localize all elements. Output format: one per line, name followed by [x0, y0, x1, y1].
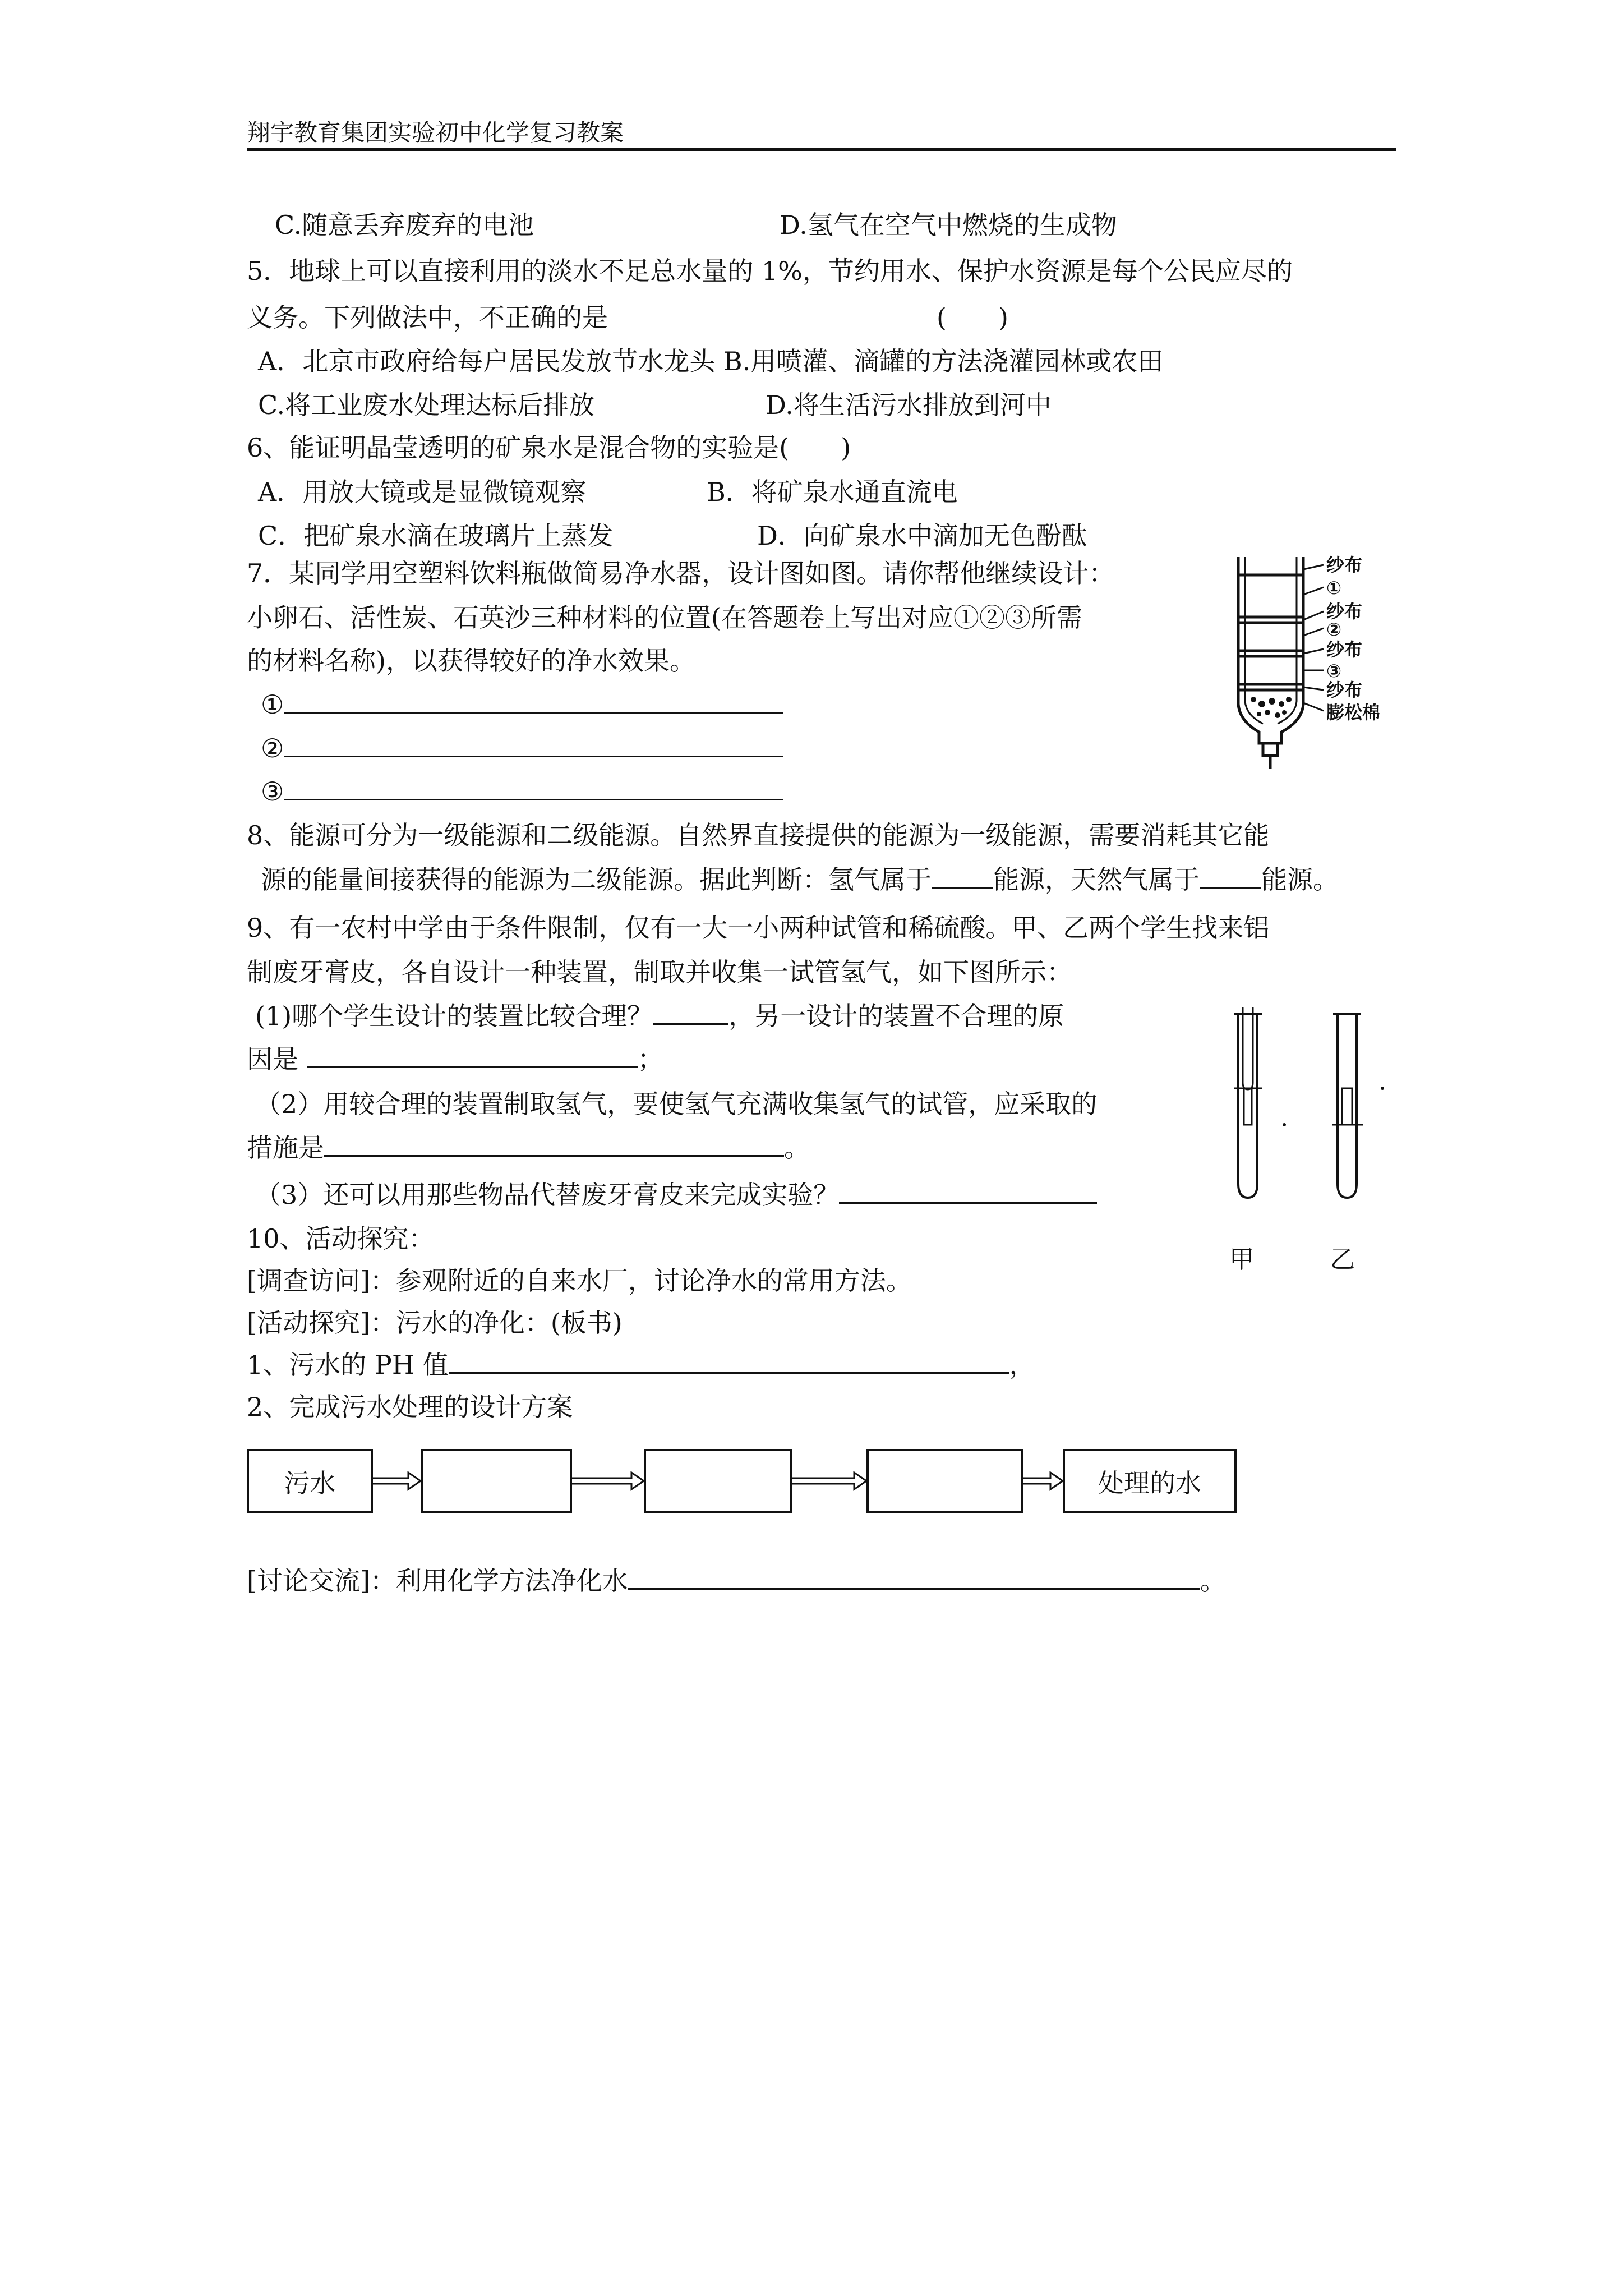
q8-text-a: 源的能量间接获得的能源为二级能源。据此判断：氢气属于: [261, 864, 932, 895]
q6-option-a: A．用放大镜或是显微镜观察: [258, 477, 587, 507]
q6-option-d: D．向矿泉水中滴加无色酚酞: [757, 521, 1087, 551]
q10-title: 10、活动探究：: [247, 1223, 435, 1254]
q10-discuss: [247, 1565, 1226, 1596]
flow-arrow-1: [373, 1473, 421, 1489]
q7-answer-3-line[interactable]: [284, 776, 783, 800]
filter-label-gauze-1: 纱布: [1326, 554, 1363, 576]
filter-label-layer-3: ③: [1326, 660, 1342, 682]
q10-item1-text: 1、污水的 PH 值: [247, 1350, 449, 1380]
q6-option-b: B．将矿泉水通直流电: [707, 477, 958, 507]
q8-text-c: 能源。: [1261, 864, 1339, 895]
q9-part3-text: （3）还可以用那些物品代替废牙膏皮来完成实验？: [255, 1180, 840, 1210]
q10-item1-end: ，: [1009, 1350, 1035, 1380]
q7-answer-3[interactable]: [261, 776, 783, 807]
q7-stem-line2: 小卵石、活性炭、石英沙三种材料的位置(在答题卷上写出对应①②③所需: [247, 602, 1082, 633]
q5-answer-bracket: ( ): [937, 302, 1008, 333]
q9-part3-blank[interactable]: [839, 1180, 1097, 1204]
test-tube-figure: [1223, 1004, 1391, 1279]
q9-part1-blank-reason[interactable]: [307, 1044, 638, 1068]
flow-arrow-4: [1023, 1473, 1063, 1489]
q9-part1-text-b: ，另一设计的装置不合理的原: [728, 1001, 1064, 1031]
q10-discuss-end: 。: [1200, 1566, 1226, 1596]
flow-box-sewage: 污水: [247, 1449, 373, 1513]
q6-stem: 6、能证明晶莹透明的矿泉水是混合物的实验是( ): [247, 432, 851, 463]
q9-part1-blank-student[interactable]: [653, 1001, 728, 1025]
q10-discuss-text: [讨论交流]：利用化学方法净化水: [247, 1566, 628, 1596]
q5-options-ab: A．北京市政府给每户居民发放节水龙头 B.用喷灌、滴罐的方法浇灌园林或农田: [258, 346, 1164, 376]
q7-answer-3-marker: ③: [261, 776, 284, 807]
filter-label-gauze-4: 纱布: [1326, 679, 1363, 701]
q9-part1-line1: [255, 1000, 1064, 1032]
q9-part1-text-c: 因是: [247, 1044, 298, 1074]
q8-blank-hydrogen[interactable]: [932, 864, 993, 889]
q5-option-c: C.将工业废水处理达标后排放: [258, 390, 595, 420]
q9-part1-text-a: (1)哪个学生设计的装置比较合理？: [255, 1001, 653, 1031]
q7-answer-1-line[interactable]: [284, 689, 783, 714]
q7-stem-line3: 的材料名称)，以获得较好的净水效果。: [247, 646, 695, 676]
q4-option-d: D.氢气在空气中燃烧的生成物: [780, 210, 1117, 240]
page-header: 翔宇教育集团实验初中化学复习教案: [247, 119, 624, 146]
q9-part2-line2: [247, 1132, 810, 1163]
q9-part1-end: ；: [637, 1044, 663, 1074]
q10-discuss-blank[interactable]: [628, 1566, 1200, 1590]
filter-label-layer-1: ①: [1326, 577, 1342, 599]
flow-box-treated-water: 处理的水: [1063, 1449, 1237, 1513]
filter-label-layer-2: ②: [1326, 619, 1342, 640]
q9-part2-text-b: 措施是: [247, 1133, 324, 1163]
flow-arrow-3: [792, 1473, 866, 1489]
q8-blank-natural-gas[interactable]: [1200, 864, 1261, 889]
flow-arrows: [0, 1449, 1623, 1513]
q8-text-b: 能源，天然气属于: [993, 864, 1200, 895]
q5-option-d: D.将生活污水排放到河中: [766, 390, 1052, 420]
q7-answer-2-marker: ②: [261, 733, 284, 763]
q5-stem-line2: 义务。下列做法中，不正确的是: [247, 302, 608, 333]
q8-stem-line1: 8、能源可分为一级能源和二级能源。自然界直接提供的能源为一级能源，需要消耗其它能: [247, 820, 1270, 850]
q10-item1: [247, 1349, 1035, 1381]
label-yi: 乙: [1330, 1245, 1355, 1274]
q9-part1-line2: [247, 1043, 663, 1075]
q9-part3: [255, 1179, 1097, 1211]
q9-stem-line1: 9、有一农村中学由于条件限制，仅有一大一小两种试管和稀硫酸。甲、乙两个学生找来铝: [247, 913, 1270, 943]
water-filter-figure: [1228, 553, 1413, 771]
q7-answer-2-line[interactable]: [284, 733, 783, 757]
filter-label-gauze-3: 纱布: [1326, 639, 1363, 660]
q9-stem-line2: 制废牙膏皮，各自设计一种装置，制取并收集一试管氢气，如下图所示：: [247, 957, 1072, 987]
q10-survey: [调查访问]：参观附近的自来水厂，讨论净水的常用方法。: [247, 1266, 912, 1296]
q6-option-c: C．把矿泉水滴在玻璃片上蒸发: [258, 521, 614, 551]
header-rule: [247, 148, 1396, 151]
q9-part2-blank-measure[interactable]: [324, 1133, 784, 1157]
q10-item2: 2、完成污水处理的设计方案: [247, 1392, 573, 1422]
q9-part2-line1: （2）用较合理的装置制取氢气，要使氢气充满收集氢气的试管，应采取的: [255, 1089, 1098, 1119]
label-jia: 甲: [1229, 1245, 1254, 1274]
q7-stem-line1: 7．某同学用空塑料饮料瓶做简易净水器，设计图如图。请你帮他继续设计：: [247, 558, 1115, 588]
q7-answer-1-marker: ①: [261, 689, 284, 720]
filter-label-cotton: 膨松棉: [1326, 702, 1381, 723]
flow-arrow-2: [572, 1473, 644, 1489]
q10-item1-blank-ph[interactable]: [449, 1350, 1009, 1374]
q7-answer-2[interactable]: [261, 733, 783, 764]
q7-answer-1[interactable]: [261, 689, 783, 720]
q5-stem-line1: 5．地球上可以直接利用的淡水不足总水量的 1%，节约用水、保护水资源是每个公民应尽的: [247, 256, 1293, 286]
q4-option-c: C.随意丢弃废弃的电池: [275, 210, 534, 240]
q9-part2-end: 。: [784, 1133, 810, 1163]
q8-stem-line2: [261, 864, 1339, 895]
q10-activity: [活动探究]：污水的净化：(板书): [247, 1308, 623, 1338]
filter-label-gauze-2: 纱布: [1326, 601, 1363, 622]
